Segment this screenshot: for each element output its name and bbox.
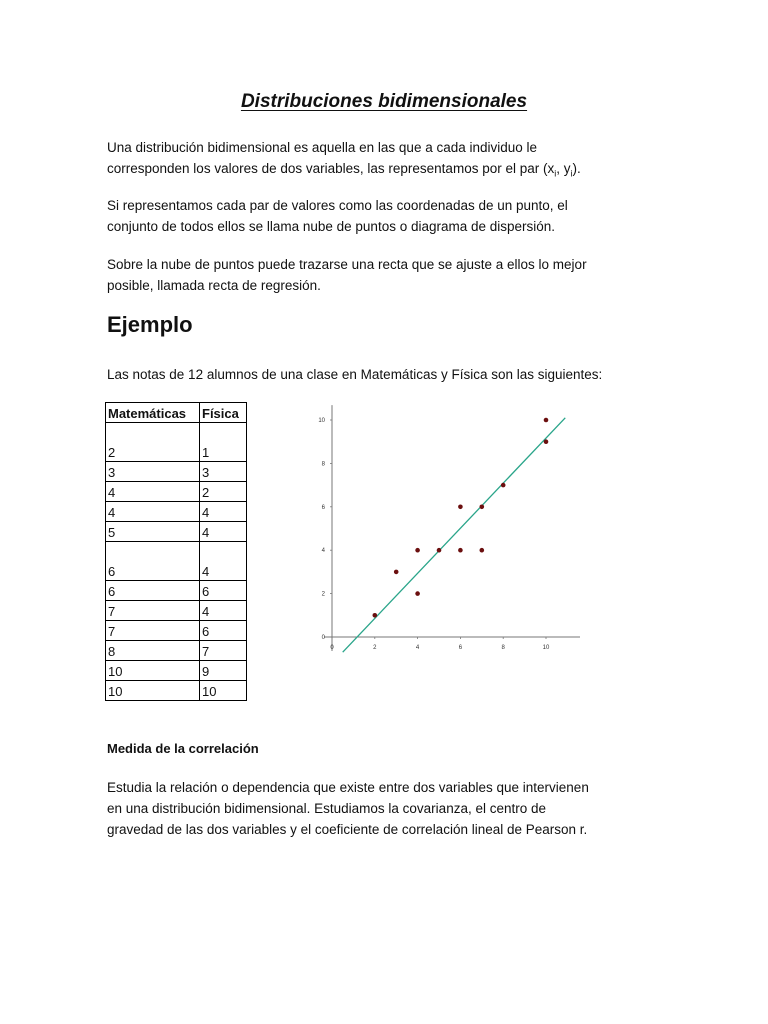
cell-math: 4 bbox=[106, 482, 200, 502]
cell-math: 3 bbox=[106, 462, 200, 482]
example-heading: Ejemplo bbox=[107, 312, 193, 337]
cell-physics: 6 bbox=[200, 621, 247, 641]
table-row bbox=[106, 482, 247, 502]
x-tick-label: 10 bbox=[542, 645, 550, 651]
table-row bbox=[106, 542, 247, 581]
data-point bbox=[480, 548, 485, 553]
cell-math: 5 bbox=[106, 522, 200, 542]
data-point bbox=[458, 548, 463, 553]
data-point bbox=[544, 418, 549, 423]
cell-math: 7 bbox=[106, 621, 200, 641]
scatter-plot bbox=[300, 405, 580, 660]
cell-physics: 3 bbox=[200, 462, 247, 482]
chart-points bbox=[373, 418, 549, 618]
y-tick-label: 6 bbox=[321, 504, 325, 511]
cell-math: 10 bbox=[106, 681, 200, 701]
grades-table bbox=[105, 402, 247, 701]
scatter-definition-paragraph bbox=[107, 195, 667, 237]
y-tick-label: 0 bbox=[321, 635, 325, 641]
correlation-paragraph bbox=[107, 777, 667, 840]
subscript-i-x: i bbox=[554, 168, 557, 179]
intro-paragraph bbox=[107, 137, 667, 185]
table-row bbox=[106, 641, 247, 661]
data-point bbox=[544, 439, 549, 444]
correlation-line-1: Estudia la relación o dependencia que existe entre dos variables que intervienen bbox=[107, 780, 589, 795]
data-point bbox=[501, 483, 506, 488]
header-fisica: Física bbox=[200, 403, 247, 423]
intro-line-1: Una distribución bidimensional es aquella en las que a cada individuo le bbox=[107, 140, 538, 155]
y-tick-label: 4 bbox=[321, 548, 325, 555]
intro-line-2 bbox=[107, 158, 667, 185]
cell-physics: 7 bbox=[200, 641, 247, 661]
data-point bbox=[415, 548, 420, 553]
para3-line-2: posible, llamada recta de regresión. bbox=[107, 278, 321, 293]
example-intro bbox=[107, 364, 667, 385]
cell-physics: 9 bbox=[200, 661, 247, 681]
cell-physics: 4 bbox=[200, 522, 247, 542]
data-point bbox=[415, 591, 420, 596]
data-point bbox=[373, 613, 378, 618]
data-point bbox=[437, 548, 442, 553]
table-row bbox=[106, 581, 247, 601]
intro-line-2-mid: , y bbox=[556, 161, 571, 176]
para2-line-2: conjunto de todos ellos se llama nube de puntos o diagrama de dispersión. bbox=[107, 219, 556, 234]
cell-physics: 6 bbox=[200, 581, 247, 601]
x-tick-label: 4 bbox=[415, 645, 420, 651]
intro-line-2-end: ). bbox=[572, 161, 581, 176]
y-tick-label: 10 bbox=[318, 418, 325, 424]
table-row bbox=[106, 462, 247, 482]
y-tick-label: 2 bbox=[321, 591, 325, 598]
intro-line-2-start: corresponden los valores de dos variables, las representamos por el par (x bbox=[107, 161, 555, 176]
table-row bbox=[106, 621, 247, 641]
table-row bbox=[106, 601, 247, 621]
regression-paragraph bbox=[107, 254, 667, 296]
x-tick-label: 8 bbox=[501, 645, 505, 651]
x-tick-label: 0 bbox=[330, 645, 334, 651]
cell-physics: 4 bbox=[200, 542, 247, 581]
example-text: Las notas de 12 alumnos de una clase en Matemáticas y Física son las siguientes: bbox=[107, 367, 603, 382]
table-row bbox=[106, 681, 247, 701]
cell-math: 4 bbox=[106, 502, 200, 522]
header-matematicas: Matemáticas bbox=[106, 403, 200, 423]
correlation-line-2: en una distribución bidimensional. Estudiamos la covarianza, el centro de bbox=[107, 801, 547, 816]
cell-math: 7 bbox=[106, 601, 200, 621]
correlation-heading: Medida de la correlación bbox=[107, 741, 259, 756]
table-row bbox=[106, 502, 247, 522]
cell-physics: 2 bbox=[200, 482, 247, 502]
cell-physics: 1 bbox=[200, 423, 247, 462]
table-header-row bbox=[106, 403, 247, 423]
y-tick-label: 8 bbox=[321, 461, 325, 468]
cell-math: 6 bbox=[106, 542, 200, 581]
cell-physics: 4 bbox=[200, 502, 247, 522]
data-point bbox=[394, 570, 399, 575]
cell-math: 8 bbox=[106, 641, 200, 661]
cell-math: 6 bbox=[106, 581, 200, 601]
table-row bbox=[106, 661, 247, 681]
subscript-i-y: i bbox=[570, 168, 573, 179]
correlation-line-3: gravedad de las dos variables y el coeficiente de correlación lineal de Pearson r. bbox=[107, 822, 588, 837]
cell-physics: 10 bbox=[200, 681, 247, 701]
para2-line-1: Si representamos cada par de valores como las coordenadas de un punto, el bbox=[107, 198, 568, 213]
data-point bbox=[480, 505, 485, 510]
chart-ticks bbox=[318, 418, 550, 651]
cell-math: 2 bbox=[106, 423, 200, 462]
x-tick-label: 2 bbox=[373, 645, 377, 651]
table-row bbox=[106, 522, 247, 542]
x-tick-label: 6 bbox=[458, 645, 463, 651]
para3-line-1: Sobre la nube de puntos puede trazarse una recta que se ajuste a ellos lo mejor bbox=[107, 257, 587, 272]
cell-math: 10 bbox=[106, 661, 200, 681]
cell-physics: 4 bbox=[200, 601, 247, 621]
data-point bbox=[458, 505, 463, 510]
document-title: Distribuciones bidimensionales bbox=[240, 91, 528, 112]
table-row bbox=[106, 423, 247, 462]
